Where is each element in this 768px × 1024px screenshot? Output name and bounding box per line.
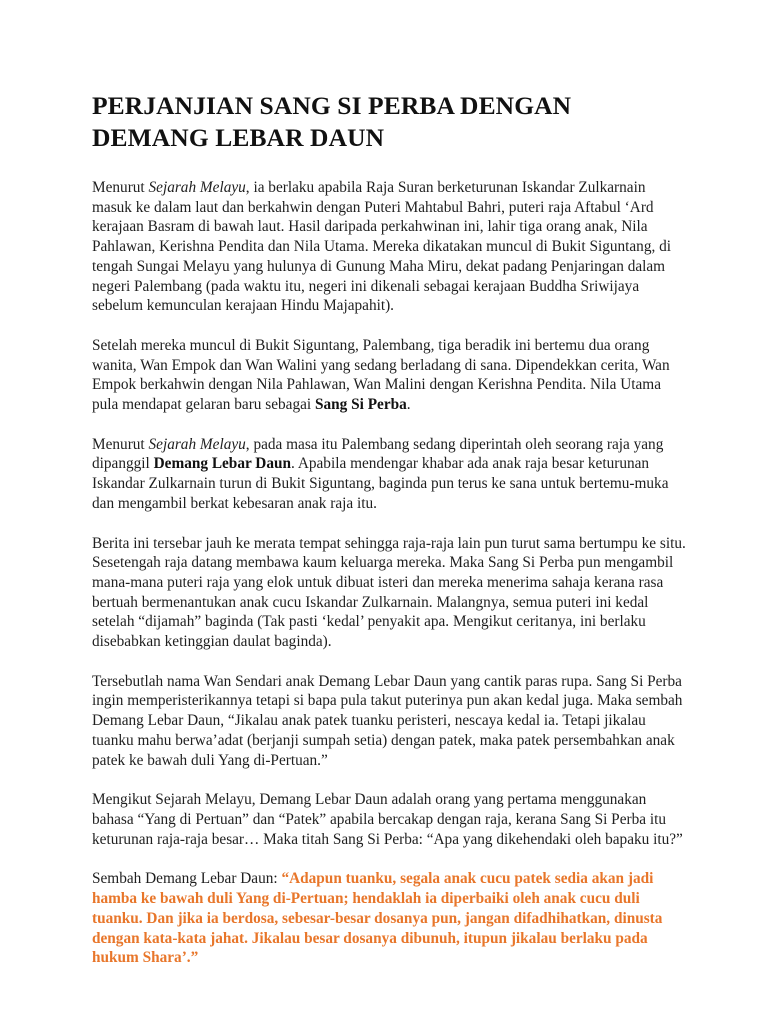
paragraph-5: Tersebutlah nama Wan Sendari anak Demang Lebar Daun yang cantik paras rupa. Sang Si Perba ingin memperisterikannya tetapi si bapa pula takut puterinya pun akan kedal juga. Maka sembah Demang Lebar Daun, “Jikalau anak patek tuanku peristeri, nescaya kedal ia. Tetapi jikalau tuanku mahu berwa’adat (berjanji sumpah setia) dengan patek, maka patek persembahkan anak patek ke bawah duli Yang di-Pertuan.” — [92, 672, 683, 769]
p3-text-e: . Apabila mendengar khabar ada anak raja besar keturunan Iskandar Zulkarnain turun di Bukit Siguntang, baginda pun terus ke sana untuk bertemu-muka dan mengambil berkat kebesaran anak raja itu. — [92, 455, 669, 512]
p3-text-a: Menurut — [92, 435, 149, 453]
document-title: PERJANJIAN SANG SI PERBA DENGAN DEMANG LEBAR DAUN — [92, 91, 572, 152]
p2-text-a: Setelah mereka muncul di Bukit Siguntang, Palembang, tiga beradik ini bertemu dua orang wanita, Wan Empok dan Wan Walini yang sedang berladang di sana. Dipendekkan cerita, Wan Empok berkahwin dengan Nila Pahlawan, Wan Malini dengan Kerishna Pendita. Nila Utama pula mendapat gelaran baru sebagai — [92, 336, 670, 414]
p1-text-a: Menurut — [92, 179, 149, 196]
p2-bold-sang-si-perba: Sang Si Perba — [314, 396, 407, 414]
p3-text-c: , pada masa itu Palembang sedang diperintah oleh seorang raja yang dipanggil — [92, 435, 664, 473]
p2-text-c: . — [406, 396, 411, 414]
p3-bold-demang-lebar-daun: Demang Lebar Daun — [153, 455, 292, 473]
p3-italic-sejarah-melayu: Sejarah Melayu — [148, 435, 246, 453]
p7-orange-quote: “Adapun tuanku, segala anak cucu patek sedia akan jadi hamba ke bawah duli Yang di-Pertuan; hendaklah ia diperbaiki oleh anak cucu duli tuanku. Dan jika ia berdosa, sebesar-besar dosanya pun, jangan difadhihatkan, dinusta dengan kata-kata jahat. Jikalau besar dosanya dibunuh, itupun jikalau berlaku pada hukum Shara’.” — [92, 870, 663, 967]
paragraph-3 — [92, 435, 688, 514]
paragraph-4: Berita ini tersebar jauh ke merata tempat sehingga raja-raja lain pun turut sama bertumpu ke situ. Sesetengah raja datang membawa kaum keluarga mereka. Maka Sang Si Perba pun mengambil mana-mana puteri raja yang elok untuk dibuat isteri dan mereka menerima sahaja kerana rasa bertuah bermenantukan anak cucu Iskandar Zulkarnain. Malangnya, semua puteri ini kedal setelah “dijamah” baginda (Tak pasti ‘kedal’ penyakit apa. Mengikut ceritanya, ini berlaku disebabkan ketinggian daulat baginda). — [92, 534, 686, 651]
document-page — [92, 90, 688, 988]
paragraph-2 — [92, 336, 688, 415]
paragraph-7 — [92, 869, 688, 968]
p7-text-a: Sembah Demang Lebar Daun: — [92, 870, 282, 888]
paragraph-6: Mengikut Sejarah Melayu, Demang Lebar Daun adalah orang yang pertama menggunakan bahasa “Yang di Pertuan” dan “Patek” apabila bercakap dengan raja, kerana Sang Si Perba itu keturunan raja-raja besar… Maka titah Sang Si Perba: “Apa yang dikehendaki oleh bapaku itu?” — [92, 791, 683, 848]
p1-italic-sejarah-melayu: Sejarah Melayu — [148, 179, 246, 196]
p1-text-c: , ia berlaku apabila Raja Suran berketurunan Iskandar Zulkarnain masuk ke dalam laut dan berkahwin dengan Puteri Mahtabul Bahri, puteri raja Aftabul ‘Ard kerajaan Basram di bawah laut. Hasil daripada perkahwinan ini, lahir tiga orang anak, Nila Pahlawan, Kerishna Pendita dan Nila Utama. Mereka dikatakan muncul di Bukit Siguntang, di tengah Sungai Melayu yang hulunya di Gunung Maha Miru, dekat padang Penjaringan dalam negeri Palembang (pada waktu itu, negeri ini dikenali sebagai kerajaan Buddha Sriwijaya sebelum kemunculan kerajaan Hindu Majapahit). — [92, 179, 672, 315]
paragraph-1 — [92, 178, 688, 316]
